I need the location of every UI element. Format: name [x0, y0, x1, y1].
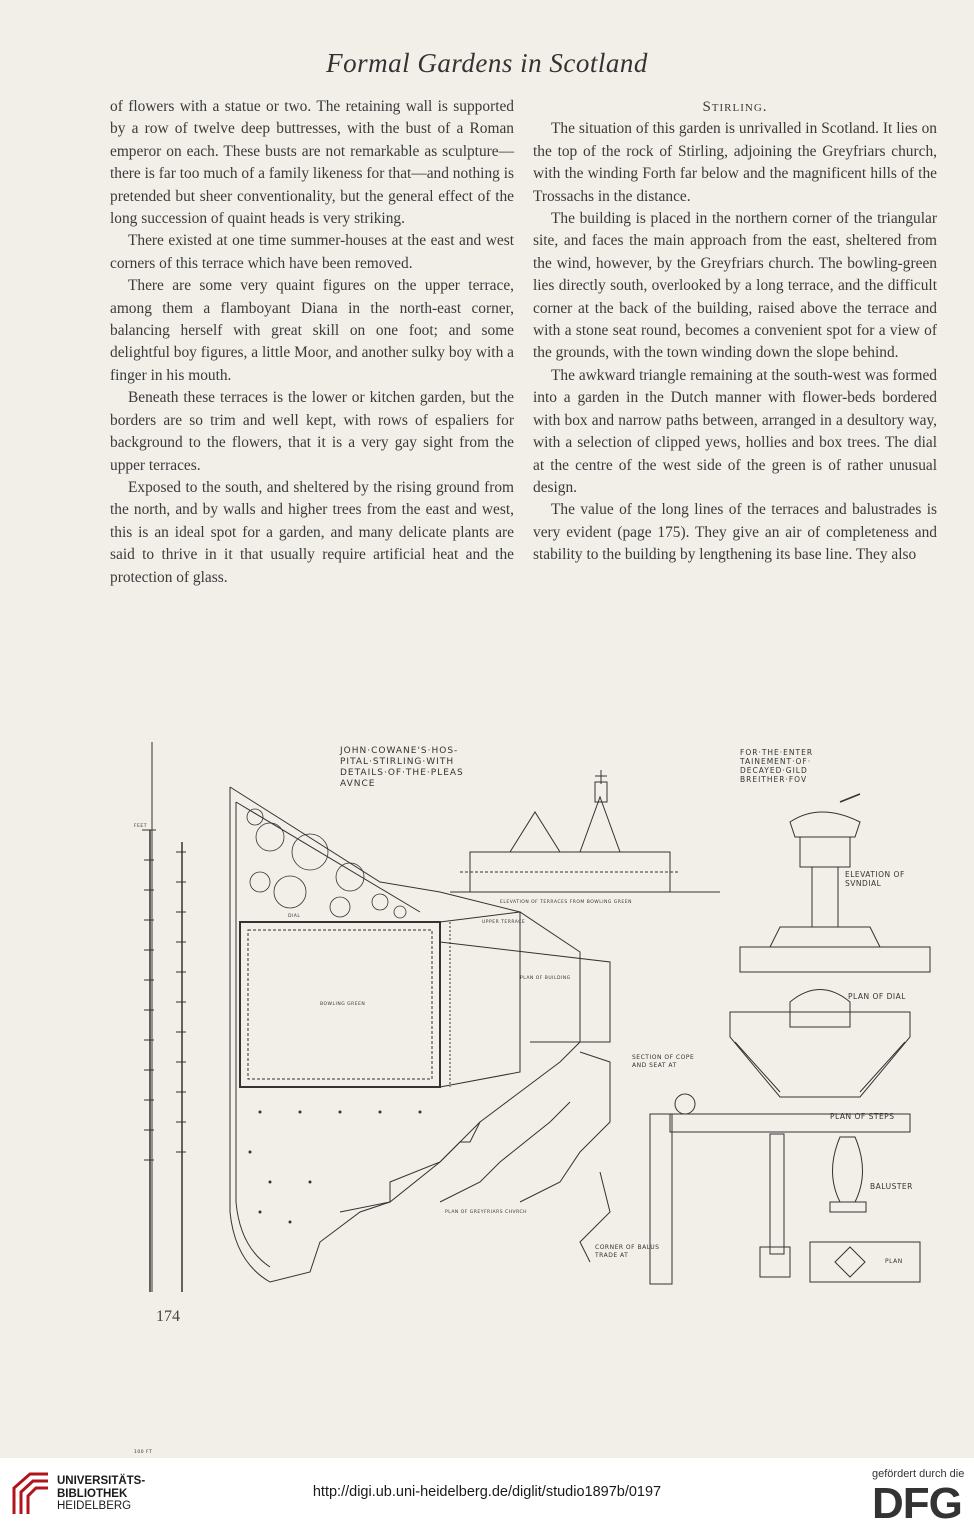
figure-title-left — [340, 746, 464, 790]
library-name-line: UNIVERSITÄTS- — [57, 1475, 146, 1487]
figure-title-line: JOHN·COWANE'S·HOS- — [340, 746, 459, 756]
running-header: Formal Gardens in Scotland — [326, 48, 648, 78]
paragraph: of flowers with a statue or two. The retaining wall is supported by a row of twelve deep buttresses, with the bust of a Roman emperor on each. These busts are not remarkable as sculpture—there is far too much of a family likeness for that—and nothing is pretended but sheer conventionality, but the general effect of the long succession of quaint heads is very striking. — [110, 98, 514, 228]
label-baluster: BALUSTER — [870, 1182, 913, 1191]
site-outline — [230, 787, 610, 1282]
label-line: TRADE AT — [595, 1252, 629, 1259]
flower-beds — [247, 809, 406, 918]
source-url-link[interactable]: http://digi.ub.uni-heidelberg.de/diglit/studio1897b/0197 — [312, 1484, 662, 1500]
label-line: SVNDIAL — [845, 879, 882, 888]
label-corner-balustrade — [595, 1244, 659, 1260]
terrace-walls — [340, 1052, 610, 1262]
label-plan-of-building: PLAN OF BUILDING — [520, 976, 571, 981]
tree-dots — [249, 1111, 422, 1224]
figure-title-line: BREITHER·FOV — [740, 775, 808, 784]
figure-title-line: PITAL·STIRLING·WITH — [340, 757, 455, 767]
figure-title-line: DECAYED·GILD — [740, 766, 808, 775]
paragraph: The awkward triangle remaining at the south-west was formed into a garden in the Dutch manner with flower-beds bordered with box and narrow paths between, arranged in a desultory way, with a selection of clipped yews, hollies and box trees. The dial at the centre of the west side of the green is of rather unusual design. — [533, 366, 937, 496]
scale-bar — [150, 742, 182, 1292]
label-plan: PLAN — [885, 1258, 903, 1265]
figure-title-right — [740, 748, 813, 784]
label-section-cope — [632, 1054, 694, 1070]
section-title: Stirling. — [702, 99, 768, 115]
page-number: 174 — [156, 1308, 180, 1325]
label-elevation-terraces: ELEVATION OF TERRACES FROM BOWLING GREEN — [500, 900, 632, 905]
dfg-logo: DFG — [872, 1479, 962, 1528]
label-scale-end: 100 FT — [134, 1450, 153, 1455]
library-name-line: BIBLIOTHEK — [57, 1487, 128, 1500]
figure-title-line: FOR·THE·ENTER — [740, 748, 814, 757]
paragraph: Beneath these terraces is the lower or kitchen garden, but the borders are so trim and well kept, with rows of espaliers for background to the flowers, that it is a very gay sight from the upper terraces. — [110, 389, 514, 474]
label-line: ELEVATION OF — [845, 870, 905, 879]
label-feet: FEET — [134, 824, 148, 829]
left-text-column — [110, 96, 514, 589]
library-name-line: HEIDELBERG — [57, 1500, 132, 1512]
figure-title-line: AVNCE — [340, 779, 376, 789]
paragraph: The building is placed in the northern corner of the triangular site, and faces the main approach from the east, sheltered from the wind, however, by the Greyfriars church. The bowling-green lies directly south, overlooked by a long terrace, and the difficult corner at the back of the building, raised above the terrace and with a stone seat round, becomes a convenient spot for a view of the grounds, with the town winding down the slope behind. — [533, 210, 937, 362]
label-line: CORNER OF BALUS — [595, 1244, 660, 1251]
scale-ticks — [142, 830, 186, 1160]
plan-drawing — [140, 742, 940, 1292]
funding-note: gefördert durch die — [872, 1468, 965, 1480]
paragraph: The value of the long lines of the terraces and balustrades is very evident (page 175). They give an air of completeness and stability to the building by lengthening its base line. They also — [533, 501, 937, 564]
paragraph: There are some very quaint figures on the upper terrace, among them a flamboyant Diana in the north-east corner, balancing herself with great skill on one foot; and some delightful boy figures, a little Moor, and another sulky boy with a finger in his mouth. — [110, 277, 514, 384]
label-upper-terrace: UPPER TERRACE — [482, 920, 526, 925]
building-elevation — [450, 770, 720, 892]
label-line: AND SEAT AT — [632, 1062, 677, 1069]
right-text-column — [533, 96, 937, 567]
figure-title-line: TAINEMENT·OF· — [740, 757, 812, 766]
label-line: SECTION OF COPE — [632, 1054, 695, 1061]
label-plan-of-dial: PLAN OF DIAL — [848, 992, 906, 1001]
label-bowling-green: BOWLING GREEN — [320, 1002, 366, 1007]
paragraph: Exposed to the south, and sheltered by the rising ground from the north, and by walls and higher trees from the east and west, this is an ideal spot for a garden, and many delicate plants are said to thrive in it that usually require artificial heat and the protection of glass. — [110, 478, 514, 586]
label-dial: DIAL — [288, 914, 301, 919]
label-elevation-sundial — [845, 870, 905, 888]
dial-plan — [730, 990, 910, 1098]
figure-title-line: DETAILS·OF·THE·PLEAS — [340, 768, 464, 778]
label-plan-greyfriars: PLAN OF GREYFRIARS CHVRCH — [445, 1210, 528, 1215]
paragraph: The situation of this garden is unrivalled in Scotland. It lies on the top of the rock of Stirling, adjoining the Greyfriars church, with the winding Forth far below and the magnificent hills of the Trossachs in the distance. — [533, 120, 937, 205]
label-plan-of-steps: PLAN OF STEPS — [830, 1112, 895, 1121]
paragraph: There existed at one time summer-houses at the east and west corners of this terrace which have been removed. — [110, 232, 514, 272]
